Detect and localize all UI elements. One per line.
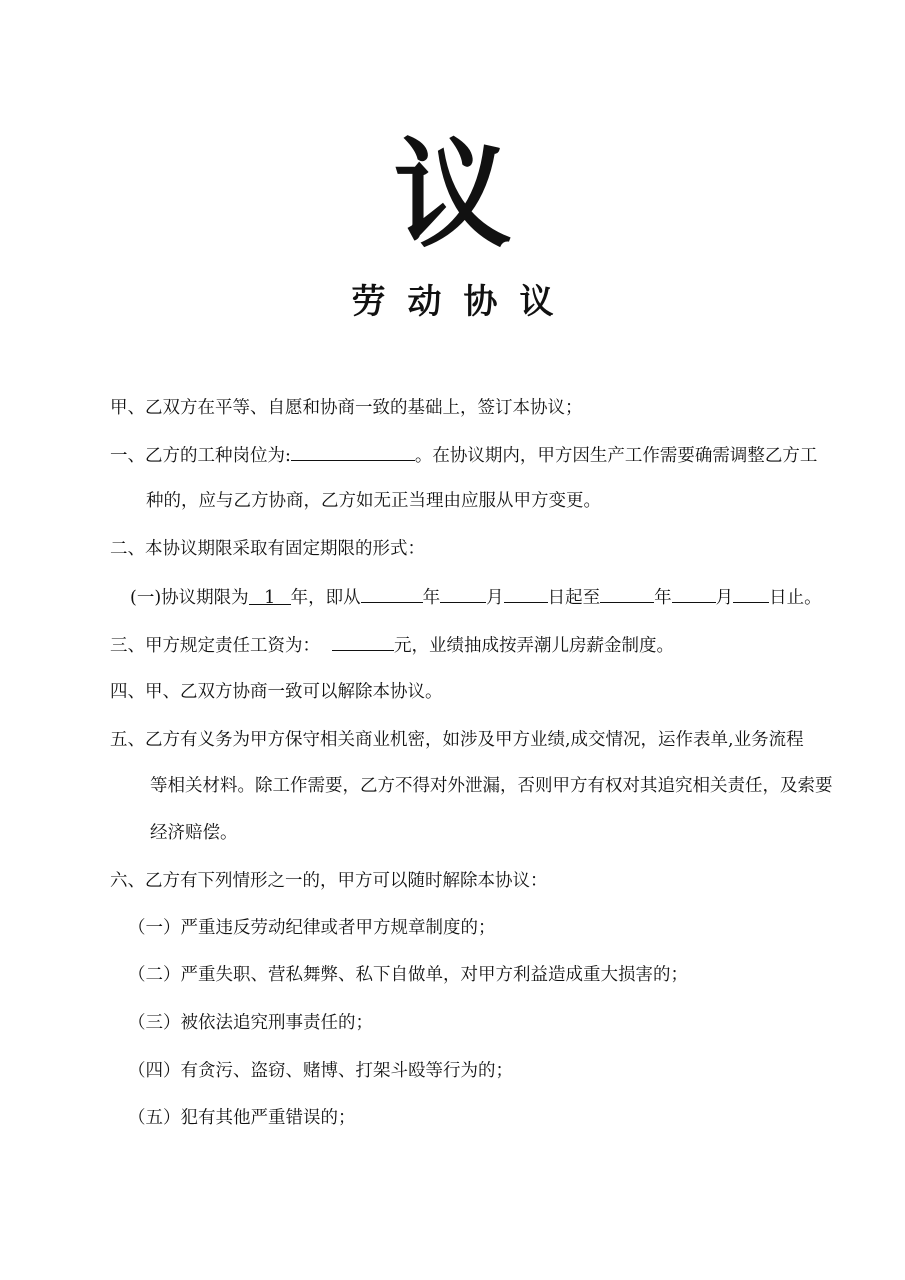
clause-2-heading: 二、本协议期限采取有固定期限的形式： xyxy=(110,539,425,559)
clause-4: 四、甲、乙双方协商一致可以解除本协议。 xyxy=(110,682,443,702)
clause-5-line-2: 等相关材料。除工作需要，乙方不得对外泄漏，否则甲方有权对其追究相关责任，及索要 xyxy=(150,776,833,796)
end-year-unit: 年 xyxy=(654,588,672,608)
job-position-blank xyxy=(291,442,415,461)
clause-6-item: （五）犯有其他严重错误的； xyxy=(128,1108,356,1128)
clause-6-item: （四）有贪污、盗窃、赌博、打架斗殴等行为的； xyxy=(128,1061,513,1081)
start-day-unit: 日起至 xyxy=(547,588,601,608)
term-year-unit: 年，即从 xyxy=(290,588,361,608)
start-day-blank xyxy=(504,584,548,603)
start-month-blank xyxy=(440,584,486,603)
term-years-value: 1 xyxy=(249,586,291,605)
clause-3-label: 三、甲方规定责任工资为： xyxy=(110,636,320,656)
page-title: 劳动协议 xyxy=(351,282,576,322)
clause-3 xyxy=(110,632,674,658)
clause-5-line-1: 五、乙方有义务为甲方保守相关商业机密，如涉及甲方业绩,成交情况，运作表单,业务流程 xyxy=(110,730,804,750)
clause-3-text: 元，业绩抽成按弄潮儿房薪金制度。 xyxy=(394,636,674,656)
clause-6-item: （三）被依法追究刑事责任的； xyxy=(128,1013,373,1033)
salary-blank xyxy=(332,632,394,651)
start-year-unit: 年 xyxy=(422,588,441,608)
end-day-blank xyxy=(733,584,769,603)
end-day-unit: 日止。 xyxy=(769,588,822,608)
term-prefix: (一)协议期限为 xyxy=(130,588,249,608)
clause-5-line-3: 经济赔偿。 xyxy=(150,823,238,843)
start-year-blank xyxy=(361,584,423,603)
big-title-character: 议 xyxy=(393,126,512,264)
clause-6-item: （一）严重违反劳动纪律或者甲方规章制度的； xyxy=(128,918,496,938)
start-month-unit: 月 xyxy=(486,588,504,608)
end-month-blank xyxy=(672,584,716,603)
clause-6-heading: 六、乙方有下列情形之一的，甲方可以随时解除本协议： xyxy=(110,871,548,891)
intro-paragraph: 甲、乙双方在平等、自愿和协商一致的基础上，签订本协议； xyxy=(110,398,583,418)
clause-6-item: （二）严重失职、营私舞弊、私下自做单，对甲方利益造成重大损害的； xyxy=(128,965,688,985)
clause-1-line-2: 种的，应与乙方协商，乙方如无正当理由应服从甲方变更。 xyxy=(146,491,601,511)
clause-1-label: 一、乙方的工种岗位为: xyxy=(110,446,291,466)
clause-1-line-1 xyxy=(110,442,817,468)
end-month-unit: 月 xyxy=(715,588,734,608)
clause-2-term-line xyxy=(130,584,822,610)
end-year-blank xyxy=(600,584,654,603)
clause-1-text: 。在协议期内，甲方因生产工作需要确需调整乙方工 xyxy=(414,446,818,466)
